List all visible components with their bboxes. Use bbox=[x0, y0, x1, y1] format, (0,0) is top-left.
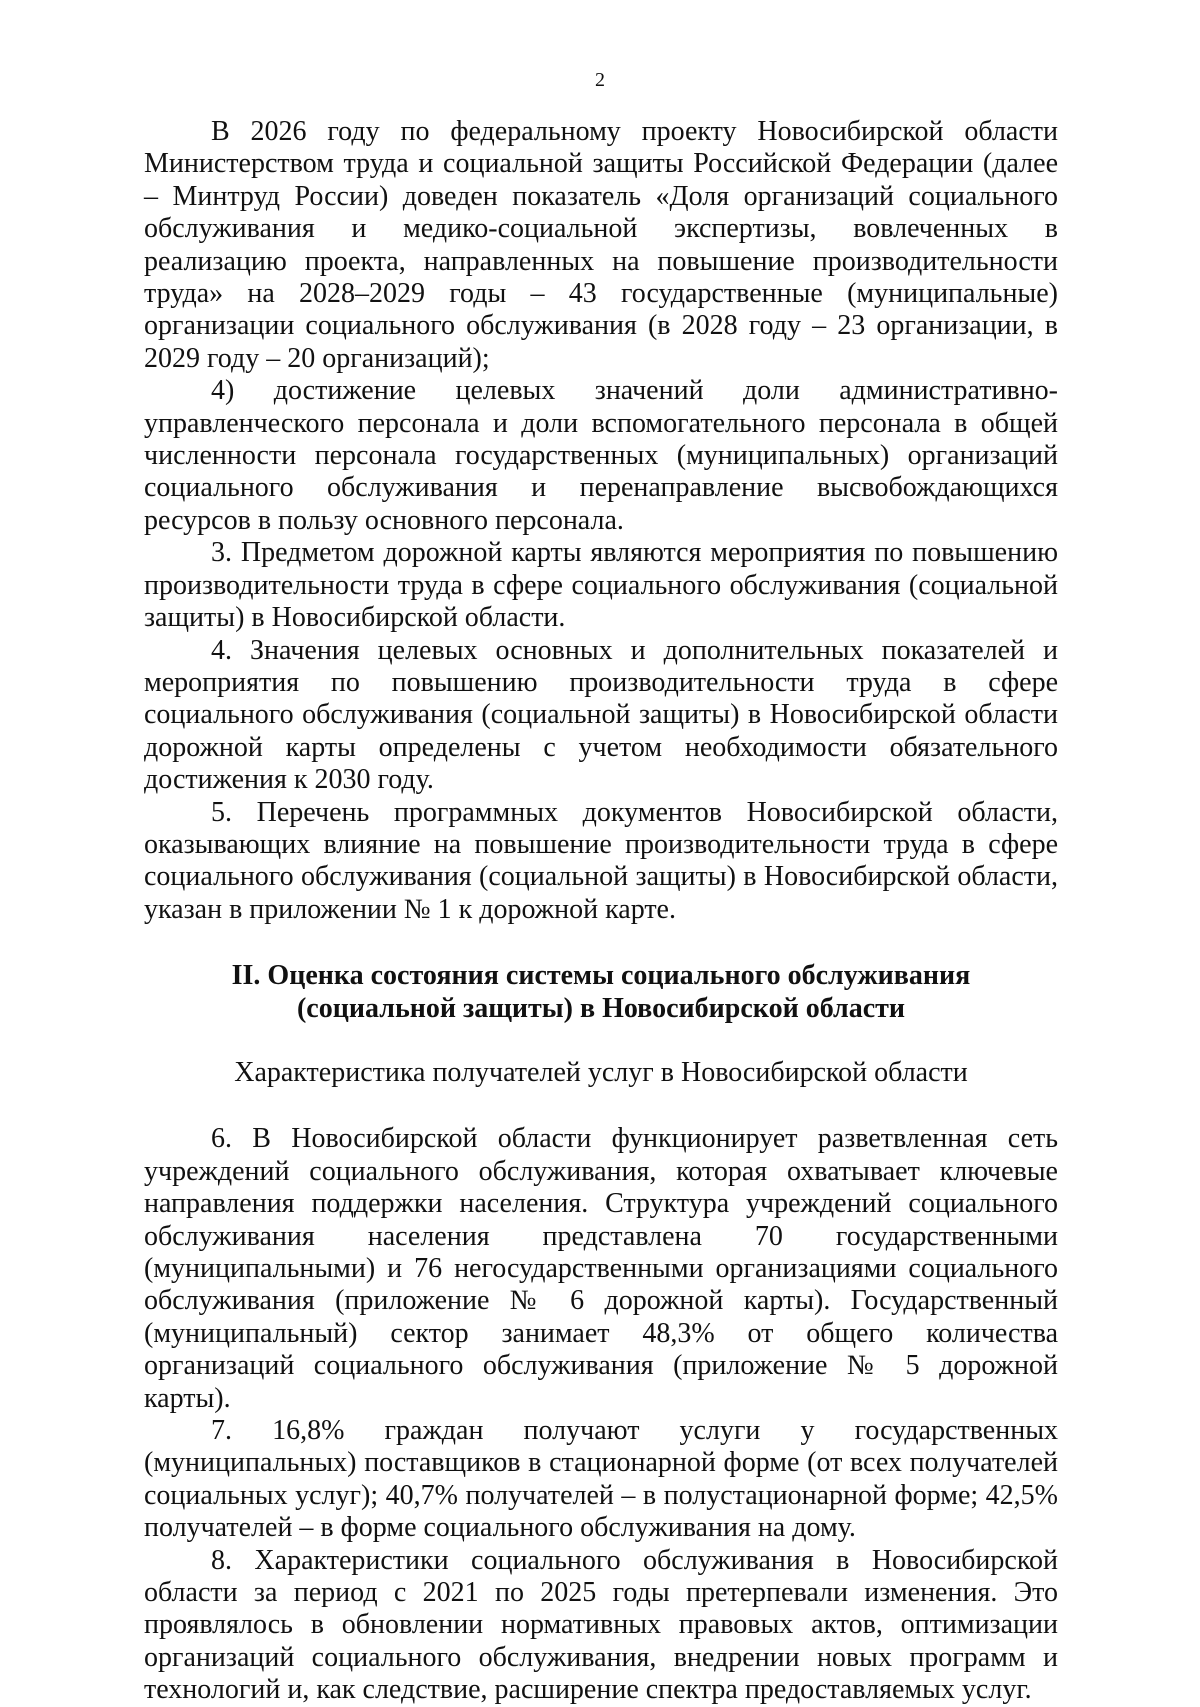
paragraph-item-4-admin-staff: 4) достижение целевых значений доли административно-управленческого персонала и доли вспомогательного персонала в общей численности персонала государственных (муниципальных) организаций социального обслуживания и перенаправление высвобождающихся ресурсов в пользу основного персонала. bbox=[144, 375, 1058, 536]
paragraph-6-network: 6. В Новосибирской области функционирует разветвленная сеть учреждений социального обслуживания, которая охватывает ключевые направления поддержки населения. Структура учреждений социального обслуживания населения представлена 70 государственными (муниципальными) и 76 негосударственными организациями социального обслуживания (приложение № 6 дорожной карты). Государственный (муниципальный) сектор занимает 48,3% от общего количества организаций социального обслуживания (приложение № 5 дорожной карты). bbox=[144, 1123, 1058, 1414]
paragraph-4-target-values: 4. Значения целевых основных и дополнительных показателей и мероприятия по повышению производительности труда в сфере социального обслуживания (социальной защиты) в Новосибирской области дорожной карты определены с учетом необходимости обязательного достижения к 2030 году. bbox=[144, 634, 1058, 796]
paragraph-8-changes: 8. Характеристики социального обслуживания в Новосибирской области за период с 2021 по 2025 годы претерпевали изменения. Это проявлялось в обновлении нормативных правовых актов, оптимизации организаций социального обслуживания, внедрении новых программ и технологий и, как следствие, расширение спектра предоставляемых услуг. bbox=[144, 1544, 1058, 1706]
section-heading-line-1: II. Оценка состояния системы социального обслуживания bbox=[231, 960, 971, 992]
paragraph-7-recipients: 7. 16,8% граждан получают услуги у государственных (муниципальных) поставщиков в стационарной форме (от всех получателей социальных услуг); 40,7% получателей – в полустационарной форме; 42,5% получателей – в форме социального обслуживания на дому. bbox=[144, 1415, 1058, 1544]
section-heading bbox=[144, 960, 1058, 1025]
subheading: Характеристика получателей услуг в Новосибирской области bbox=[234, 1056, 968, 1088]
section-heading-line-2: (социальной защиты) в Новосибирской области bbox=[296, 992, 906, 1024]
section-body bbox=[144, 1123, 1058, 1706]
document-body bbox=[144, 116, 1058, 1707]
paragraph-federal-project: В 2026 году по федеральному проекту Новосибирской области Министерством труда и социальной защиты Российской Федерации (далее – Минтруд России) доведен показатель «Доля организаций социального обслуживания и медико-социальной экспертизы, вовлеченных в реализацию проекта, направленных на повышение производительности труда» на 2028–2029 годы – 43 государственные (муниципальные) организации социального обслуживания (в 2028 году – 23 организации, в 2029 году – 20 организаций); bbox=[144, 116, 1058, 374]
paragraph-3-subject: 3. Предметом дорожной карты являются мероприятия по повышению производительности труда в сфере социального обслуживания (социальной защиты) в Новосибирской области. bbox=[144, 537, 1058, 634]
paragraph-5-program-documents: 5. Перечень программных документов Новосибирской области, оказывающих влияние на повышение производительности труда в сфере социального обслуживания (социальной защиты) в Новосибирской области, указан в приложении № 1 к дорожной карте. bbox=[144, 796, 1058, 925]
page-number: 2 bbox=[595, 69, 605, 91]
